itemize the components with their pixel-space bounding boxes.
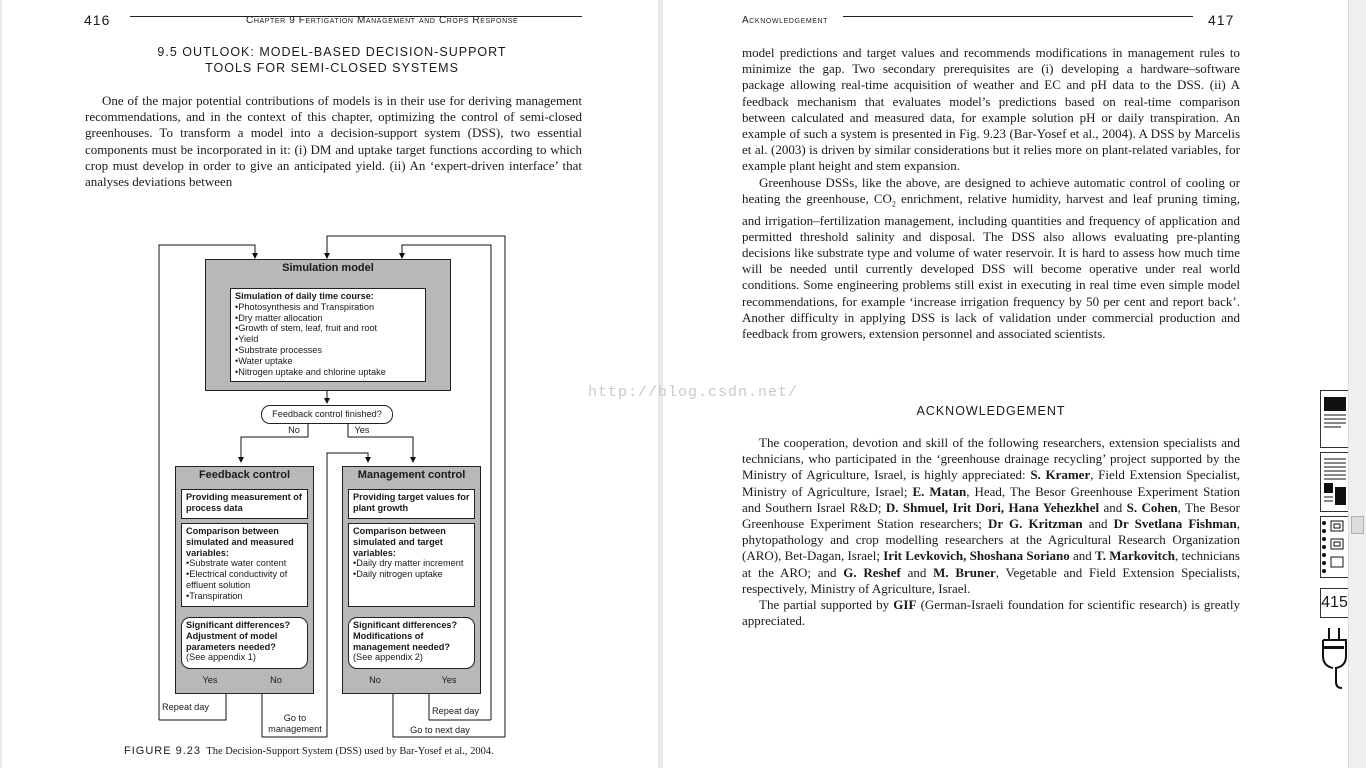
acknowledged-name: Irit Levkovich, Shoshana Soriano [883, 548, 1070, 564]
simulation-details-title: Simulation of daily time course: [235, 291, 374, 301]
list-item: • Water uptake [235, 356, 421, 367]
section-title-line2: TOOLS FOR SEMI-CLOSED SYSTEMS [205, 61, 459, 75]
acknowledged-name: Dr G. Kritzman [988, 516, 1083, 532]
feedback-step-2 [181, 523, 308, 607]
management-control-box [342, 466, 481, 694]
management-step-3 [348, 617, 475, 669]
acknowledgement-paragraph [742, 597, 1240, 629]
management-step-2-title: Comparison between simulated and target variables: [353, 526, 446, 558]
feedback-control-box [175, 466, 314, 694]
list-item: • Photosynthesis and Transpiration [235, 302, 421, 313]
simulation-model-box [205, 259, 451, 391]
no-label: No [369, 675, 381, 685]
acknowledgement-paragraph [742, 435, 1240, 597]
page-layout-graphic [1321, 453, 1348, 511]
acknowledgement-heading: ACKNOWLEDGEMENT [916, 404, 1066, 418]
go-to-management-label: Go to management [265, 713, 325, 735]
simulation-list [235, 302, 421, 378]
list-item: • Growth of stem, leaf, fruit and root [235, 323, 421, 334]
scrollbar-thumb[interactable] [1351, 516, 1364, 534]
watermark: http://blog.csdn.net/ [588, 384, 799, 401]
acknowledged-name: T. Markovitch [1095, 548, 1175, 564]
text-run: , phytopathology and crop modelling researchers at the Agricultural Research Organization (ARO), Bet-Dagan, Israel; [742, 516, 1241, 564]
text-run: , Head, The Besor Greenhouse Experiment Station and Southern Israel R&D; [742, 483, 1240, 515]
management-step-3-note: (See appendix 2) [353, 652, 423, 663]
feedback-step-3-note: (See appendix 1) [186, 652, 256, 663]
feedback-step-2-title: Comparison between simulated and measured variables: [186, 526, 294, 558]
list-item: • Dry matter allocation [235, 313, 421, 324]
caption-label: FIGURE 9.23 [124, 745, 202, 757]
simulation-details [230, 288, 426, 382]
intro-paragraph: One of the major potential contributions of models is in their use for deriving management recommendations, and in the context of this chapter, optimizing the control of semi-closed greenhouses. To transform a model into a decision-support system (DSS), two essential components must be incorporated in it: (i) DM and uptake target functions according to which crop must develop in order to give an anticipated yield. (ii) An ‘expert-driven interface’ that analyses deviations between [85, 93, 582, 190]
acknowledged-name: S. Cohen [1126, 499, 1178, 515]
acknowledged-name: D. Shmuel, Irit Dori, Hana Yehezkhel [885, 499, 1100, 515]
yes-label: Yes [354, 425, 370, 435]
spiral-notebook-icon[interactable] [1320, 516, 1348, 578]
no-label: No [270, 675, 282, 685]
text-run: , technicians at the ARO; and [742, 548, 1240, 580]
management-step-3-question: Significant differences? Modifications of management needed? [353, 620, 458, 652]
acknowledged-name: G. Reshef [843, 564, 901, 580]
plug-icon[interactable] [1320, 626, 1348, 692]
repeat-day-label: Repeat day [432, 706, 490, 716]
text-run: The cooperation, devotion and skill of the following researchers, extension specialists and technicians, who participated in the ‘greenhouse drainage recycling’ project supported by the Ministry of Agriculture, Israel, is highly appreciated: [742, 435, 1240, 483]
management-step-1: Providing target values for plant growth [348, 489, 475, 519]
feedback-control-title: Feedback control [198, 469, 291, 481]
feedback-list [186, 558, 303, 601]
paragraph: model predictions and target values and recommends modifications in management rules to minimize the gap. Two secondary prerequisites are (i) developing a hardware–software package allowing real-time acquisition of weather and EC and pH data to the DSS. (ii) A feedback mechanism that evaluates model’s predictions based on real-time comparison between calculated and measured data, for example solution pH or daily transpiration. An example of such a system is presented in Fig. 9.23 (Bar-Yosef et al., 2004). A DSS by Marcelis et al. (2003) is driven by similar considerations but it relies more on plant-related variables, for example plant height and stem expansion. [742, 45, 1240, 174]
text-run: GIF [893, 597, 917, 613]
text-run: , Vegetable and Field Extension Specialists, respectively, Ministry of Agriculture, Israel. [742, 564, 1240, 596]
list-item: • Yield [235, 334, 421, 345]
list-item: • Substrate water content [186, 558, 303, 569]
text-run: Greenhouse DSSs, like the above, are designed to achieve automatic control of cooling or heating the greenhouse, CO [742, 174, 1240, 206]
text-run: and [1069, 548, 1096, 564]
text-run: and [1099, 499, 1127, 515]
repeat-day-label: Repeat day [162, 702, 224, 712]
text-run: enrichment, relative humidity, harvest and leaf pruning timing, and irrigation–fertilization management, including quantities and frequency of application and permitted threshold salinity and disposal. The DSS also allows evaluating pre-planting decisions like substrate type and volume of water reservoir. It is hard to assess how much time will be needed until currently developed DSS will become operative under real world conditions. Some engineering problems still exist in executing in real time even simple model recommendations, for example ‘increase irrigation frequency by 50 per cent and report back’. Another difficulty in applying DSS is lack of validation under commercial production and feedback from growers, extension personnel and associated scientists. [742, 190, 1240, 342]
body-text [742, 45, 1240, 342]
text-run: and [1082, 516, 1114, 532]
paragraph [742, 175, 1240, 343]
simulation-model-title: Simulation model [282, 262, 374, 274]
list-item: • Daily nitrogen uptake [353, 569, 470, 580]
list-item: • Electrical conductivity of effluent solution [186, 569, 303, 591]
left-page [2, 0, 658, 768]
running-head: Chapter 9 Fertigation Management and Crops Response [246, 15, 519, 26]
text-run: and [900, 564, 934, 580]
text-run: (German-Israeli foundation for scientific research) is greatly appreciated. [742, 597, 1241, 629]
page-thumbnail-graphic [1321, 391, 1348, 447]
caption-text: The Decision-Support System (DSS) used by Bar-Yosef et al., 2004. [206, 746, 494, 757]
running-head: Acknowledgement [742, 15, 829, 26]
figure-caption [124, 745, 494, 757]
text-run: , Field Extension Specialist, Ministry of Agriculture, Israel; [742, 467, 1240, 499]
list-item: • Transpiration [186, 591, 303, 602]
yes-label: Yes [441, 675, 457, 685]
page-number: 416 [84, 12, 111, 28]
management-control-title: Management control [357, 469, 466, 481]
decision-node: Feedback control finished? [261, 405, 393, 424]
acknowledged-name: E. Matan [912, 483, 967, 499]
acknowledged-name: M. Bruner [933, 564, 996, 580]
text-run: , The Besor Greenhouse Experiment Station researchers; [742, 499, 1240, 532]
text-run: The partial supported by [759, 597, 894, 613]
acknowledged-name: S. Kramer [1030, 467, 1091, 483]
plug-graphic [1320, 626, 1348, 692]
page-layout-icon[interactable] [1320, 452, 1348, 512]
vertical-scrollbar[interactable] [1348, 0, 1366, 768]
dss-flowchart [2, 0, 658, 768]
feedback-step-3-question: Significant differences? Adjustment of model parameters needed? [186, 620, 291, 652]
feedback-step-3 [181, 617, 308, 669]
page-number: 417 [1208, 12, 1235, 28]
management-list [353, 558, 470, 580]
acknowledged-name: Dr Svetlana Fishman [1113, 516, 1237, 532]
yes-label: Yes [202, 675, 218, 685]
page-number-field[interactable]: 415 [1320, 588, 1348, 618]
go-to-next-day-label: Go to next day [410, 725, 470, 735]
list-item: • Substrate processes [235, 345, 421, 356]
section-title-line1: 9.5 OUTLOOK: MODEL-BASED DECISION-SUPPORT [157, 45, 507, 59]
acknowledgement-text [742, 435, 1240, 629]
header-rule [843, 16, 1193, 17]
management-step-2 [348, 523, 475, 607]
page-thumbnail-icon[interactable] [1320, 390, 1348, 448]
list-item: • Nitrogen uptake and chlorine uptake [235, 367, 421, 378]
list-item: • Daily dry matter increment [353, 558, 470, 569]
subscript: 2 [891, 199, 896, 209]
no-label: No [288, 425, 300, 435]
spiral-notebook-graphic [1321, 517, 1348, 577]
feedback-step-1: Providing measurement of process data [181, 489, 308, 519]
